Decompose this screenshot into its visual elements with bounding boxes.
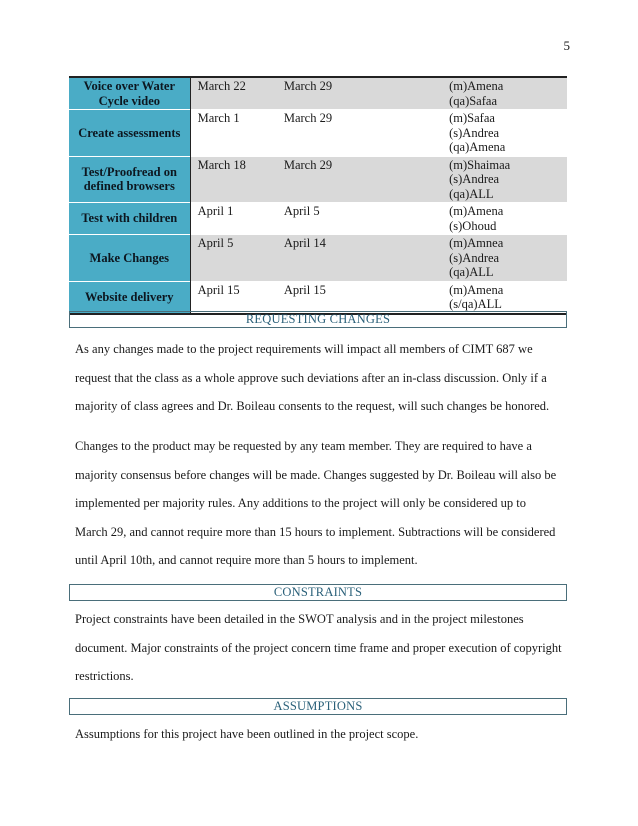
task-name-cell — [69, 235, 190, 282]
end-date-cell: March 29 — [277, 156, 442, 203]
owner-entry: (m)Amena — [449, 79, 504, 93]
task-name-cell — [69, 77, 190, 110]
owner-entry: (m)Safaa — [449, 111, 495, 125]
start-date-cell: April 5 — [190, 235, 277, 282]
owner-entry: (s/qa)ALL — [449, 297, 502, 311]
schedule-table — [69, 76, 567, 315]
text-line: document. Major constraints of the project concern time frame and proper execution of copyright — [75, 640, 562, 655]
requesting-changes-paragraph-2 — [75, 432, 565, 575]
owner-entry: (s)Andrea — [449, 172, 500, 186]
schedule-row — [69, 235, 567, 282]
owner-entry: (m)Amnea — [449, 236, 504, 250]
owners-cell — [442, 235, 567, 282]
owners-cell — [442, 281, 567, 314]
text-line: Project constraints have been detailed in the SWOT analysis and in the project milestones — [75, 612, 524, 626]
start-date-cell: April 15 — [197, 282, 240, 297]
schedule-row — [69, 156, 567, 203]
end-date-cell: March 29 — [283, 111, 333, 125]
text-line: request that the class as a whole approve such deviations after an in-class discussion. Only if a — [75, 370, 547, 385]
start-date-cell: March 18 — [190, 156, 277, 203]
task-name-cell — [69, 110, 190, 157]
page-number: 5 — [563, 38, 570, 53]
text-line: restrictions. — [75, 669, 134, 683]
task-name-line: defined browsers — [83, 179, 175, 194]
task-name-cell — [69, 281, 190, 314]
owners-cell — [442, 156, 567, 203]
text-line: Assumptions for this project have been outlined in the project scope. — [75, 727, 419, 741]
task-name-line: Test with children — [81, 211, 178, 226]
owner-entry: (s)Andrea — [449, 250, 500, 265]
end-date-cell: March 29 — [277, 77, 442, 110]
schedule-row — [69, 203, 567, 235]
owner-entry: (qa)Safaa — [449, 93, 497, 108]
task-name-cell — [69, 203, 190, 235]
start-date-cell: March 1 — [197, 111, 240, 125]
task-name-cell — [69, 156, 190, 203]
end-date-cell: April 5 — [283, 204, 320, 218]
owners-cell — [442, 110, 567, 157]
start-date-cell: April 1 — [197, 204, 234, 218]
text-line: until April 10th, and cannot require more than 5 hours to implement. — [75, 553, 418, 567]
text-line: Changes to the product may be requested by any team member. They are required to have a — [75, 439, 532, 453]
owner-entry: (s)Ohoud — [449, 218, 497, 233]
owners-cell — [442, 203, 567, 235]
schedule-row — [69, 77, 567, 110]
end-date-cell: April 14 — [277, 235, 442, 282]
task-name-line: Cycle video — [98, 93, 161, 108]
owner-entry: (qa)ALL — [449, 186, 494, 201]
text-line: majority of class agrees and Dr. Boileau consents to the request, will such changes be honored. — [75, 399, 550, 413]
owners-cell — [442, 77, 567, 110]
owner-entry: (qa)Amena — [449, 140, 506, 154]
requesting-changes-heading: REQUESTING CHANGES — [69, 311, 567, 328]
owner-entry: (m)Shaimaa — [449, 157, 511, 172]
schedule-row — [69, 281, 567, 314]
assumptions-paragraph — [75, 720, 565, 749]
task-name-line: Voice over Water — [83, 79, 175, 93]
task-name-line: Make Changes — [89, 250, 170, 265]
assumptions-heading: ASSUMPTIONS — [69, 698, 567, 715]
requesting-changes-paragraph-1 — [75, 335, 565, 421]
constraints-paragraph — [75, 605, 565, 691]
text-line: implemented per majority rules. Any additions to the project will only be considered up to — [75, 496, 526, 510]
owner-entry: (qa)ALL — [449, 265, 494, 279]
schedule-row — [69, 110, 567, 157]
text-line: March 29, and cannot require more than 15 hours to implement. Subtractions will be considered — [75, 524, 556, 539]
owner-entry: (s)Andrea — [449, 125, 500, 140]
task-name-line: Website delivery — [85, 289, 174, 304]
schedule-table-body — [69, 77, 567, 314]
end-date-cell: April 15 — [283, 282, 326, 297]
task-name-line: Test/Proofread on — [81, 164, 177, 179]
text-line: majority consensus before changes will be made. Changes suggested by Dr. Boileau will also be — [75, 467, 557, 482]
task-name-line: Create assessments — [78, 125, 181, 140]
owner-entry: (m)Amena — [449, 282, 504, 297]
text-line: As any changes made to the project requirements will impact all members of CIMT 687 we — [75, 342, 533, 356]
owner-entry: (m)Amena — [449, 204, 504, 218]
start-date-cell: March 22 — [190, 77, 277, 110]
constraints-heading: CONSTRAINTS — [69, 584, 567, 601]
